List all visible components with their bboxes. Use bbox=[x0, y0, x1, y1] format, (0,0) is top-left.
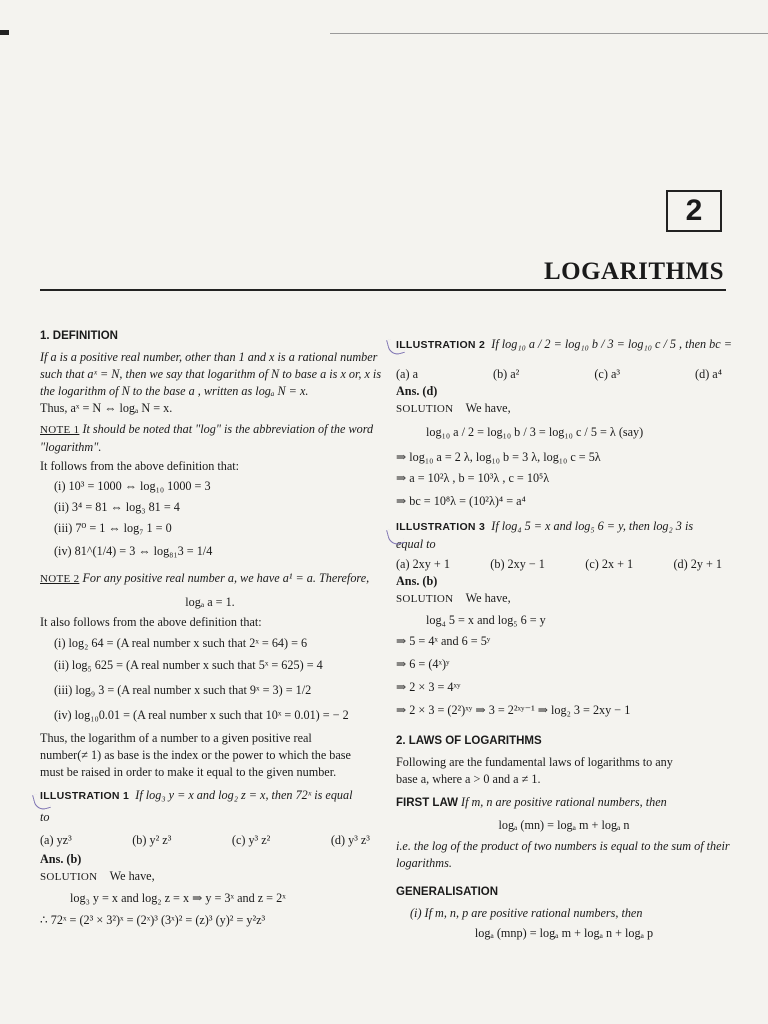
example-line: (iv) 81^(1/4) = 3 ⇔ log₈₁3 = 1/4 bbox=[54, 544, 213, 558]
solution-step: log₃ y = x and log₂ z = x ⇒ y = 3ˣ and z = 2ˣ bbox=[70, 891, 286, 905]
option-b: (b) 2xy − 1 bbox=[490, 557, 545, 571]
solution-step: ⇒ log₁₀ a = 2 λ, log₁₀ b = 3 λ, log₁₀ c = 5λ bbox=[396, 450, 601, 464]
paragraph: Following are the fundamental laws of logarithms to any bbox=[396, 755, 673, 769]
option-c: (c) 2x + 1 bbox=[585, 557, 634, 571]
option-b: (b) y² z³ bbox=[132, 833, 172, 847]
solution-step: ⇒ 2 × 3 = 4ˣʸ bbox=[396, 680, 461, 694]
solution-label: SOLUTION bbox=[396, 593, 454, 605]
right-column bbox=[396, 336, 732, 942]
thus-line: Thus, aˣ = N ⇔ logₐ N = x. bbox=[40, 401, 173, 415]
section-heading-definition: 1. DEFINITION bbox=[40, 330, 118, 342]
solution-text: We have, bbox=[465, 591, 511, 605]
example-line: (iii) log₉ 3 = (A real number x such that 9ˣ = 3) = 1/2 bbox=[54, 683, 312, 697]
equation: logₐ (mnp) = logₐ m + logₐ n + logₐ p bbox=[474, 926, 654, 940]
solution-step: log₄ 5 = x and log₅ 6 = y bbox=[426, 613, 546, 627]
illustration-label: ILLUSTRATION 3 bbox=[396, 521, 486, 533]
example-line: (i) 10³ = 1000 ⇔ log₁₀ 1000 = 3 bbox=[54, 479, 211, 493]
chapter-title: LOGARITHMS bbox=[543, 258, 724, 285]
example-line: (iv) log₁₀0.01 = (A real number x such that 10ˣ = 0.01) = − 2 bbox=[54, 708, 349, 722]
paragraph: Thus, the logarithm of a number to a given positive real bbox=[40, 731, 312, 745]
generalisation-heading: GENERALISATION bbox=[396, 886, 499, 898]
paragraph: base a, where a > 0 and a ≠ 1. bbox=[396, 772, 541, 786]
illustration-label: ILLUSTRATION 1 bbox=[40, 790, 130, 802]
option-a: (a) yz³ bbox=[40, 833, 72, 847]
definition-line: the logarithm of N to the base a , written as logₐ N = x. bbox=[40, 384, 309, 398]
top-rule bbox=[330, 33, 768, 34]
option-b: (b) a² bbox=[493, 367, 520, 381]
solution-text: We have, bbox=[109, 869, 155, 883]
law-text: If m, n are positive rational numbers, then bbox=[457, 795, 667, 809]
example-line: (i) log₂ 64 = (A real number x such that 2ˣ = 64) = 6 bbox=[54, 636, 308, 650]
option-c: (c) y³ z² bbox=[231, 833, 271, 847]
solution-step: ∴ 72ˣ = (2³ × 3²)ˣ = (2ˣ)³ (3ˣ)² = (z)³ (y)² = y²z³ bbox=[40, 913, 266, 927]
example-line: (ii) log₅ 625 = (A real number x such that 5ˣ = 625) = 4 bbox=[54, 658, 323, 672]
solution-step: log₁₀ a / 2 = log₁₀ b / 3 = log₁₀ c / 5 = λ (say) bbox=[426, 425, 644, 439]
example-line: (iii) 7⁰ = 1 ⇔ log₇ 1 = 0 bbox=[54, 521, 172, 535]
scan-mark bbox=[0, 30, 9, 35]
option-d: (d) y³ z³ bbox=[330, 833, 370, 847]
option-a: (a) a bbox=[396, 367, 418, 381]
paragraph: It also follows from the above definition that: bbox=[40, 615, 262, 629]
option-d: (d) a⁴ bbox=[695, 367, 722, 381]
paragraph: must be raised in order to make it equal to the given number. bbox=[40, 765, 337, 779]
solution-step: ⇒ bc = 10⁸λ = (10²λ)⁴ = a⁴ bbox=[396, 494, 526, 508]
illustration-question: If log₄ 5 = x and log₅ 6 = y, then log₂ 3 is bbox=[491, 519, 694, 533]
equation: logₐ (mn) = logₐ m + logₐ n bbox=[498, 818, 630, 832]
answer: Ans. (b) bbox=[40, 852, 82, 866]
illustration-question: If log₃ y = x and log₂ z = x, then 72ˣ is equal bbox=[135, 788, 353, 802]
option-c: (c) a³ bbox=[594, 367, 621, 381]
generalisation-text: (i) If m, n, p are positive rational numbers, then bbox=[410, 906, 643, 920]
illustration-question: equal to bbox=[396, 537, 436, 551]
left-column bbox=[40, 328, 380, 929]
illustration-question: to bbox=[40, 810, 50, 824]
paragraph: It follows from the above definition that: bbox=[40, 459, 240, 473]
definition-line: If a is a positive real number, other than 1 and x is a rational number bbox=[40, 350, 378, 364]
solution-step: ⇒ 5 = 4ˣ and 6 = 5ʸ bbox=[396, 634, 491, 648]
law-label: FIRST LAW bbox=[396, 797, 458, 809]
illustration-label: ILLUSTRATION 2 bbox=[396, 339, 486, 351]
note-text: "logarithm". bbox=[40, 440, 102, 454]
solution-label: SOLUTION bbox=[396, 403, 454, 415]
answer: Ans. (d) bbox=[396, 384, 438, 398]
solution-step: ⇒ 2 × 3 = (2²)ˣʸ ⇒ 3 = 2²ˣʸ⁻¹ ⇒ log₂ 3 = 2xy − 1 bbox=[396, 703, 631, 717]
solution-step: ⇒ a = 10²λ , b = 10³λ , c = 10⁵λ bbox=[396, 471, 550, 485]
title-rule bbox=[40, 289, 726, 291]
law-explanation: logarithms. bbox=[396, 856, 452, 870]
note-label: NOTE 2 bbox=[40, 573, 80, 585]
section-heading-laws: 2. LAWS OF LOGARITHMS bbox=[396, 735, 542, 747]
definition-line: such that aˣ = N, then we say that logarithm of N to base a is x or, x is bbox=[40, 367, 382, 381]
option-d: (d) 2y + 1 bbox=[673, 557, 722, 571]
answer: Ans. (b) bbox=[396, 574, 438, 588]
example-line: (ii) 3⁴ = 81 ⇔ log₃ 81 = 4 bbox=[54, 500, 180, 514]
solution-label: SOLUTION bbox=[40, 871, 98, 883]
solution-step: ⇒ 6 = (4ˣ)ʸ bbox=[396, 657, 450, 671]
note-text: It should be noted that "log" is the abbreviation of the word bbox=[79, 422, 374, 436]
option-a: (a) 2xy + 1 bbox=[396, 557, 450, 571]
chapter-number-box: 2 bbox=[666, 190, 722, 232]
illustration-question: If log₁₀ a / 2 = log₁₀ b / 3 = log₁₀ c / 5 , then bc = bbox=[491, 337, 732, 351]
note-label: NOTE 1 bbox=[40, 424, 80, 436]
equation: logₐ a = 1. bbox=[185, 595, 235, 609]
law-explanation: i.e. the log of the product of two numbers is equal to the sum of their bbox=[396, 839, 730, 853]
solution-text: We have, bbox=[465, 401, 511, 415]
paragraph: number(≠ 1) as base is the index or the power to which the base bbox=[40, 748, 351, 762]
note-text: For any positive real number a, we have a¹ = a. Therefore, bbox=[79, 571, 370, 585]
